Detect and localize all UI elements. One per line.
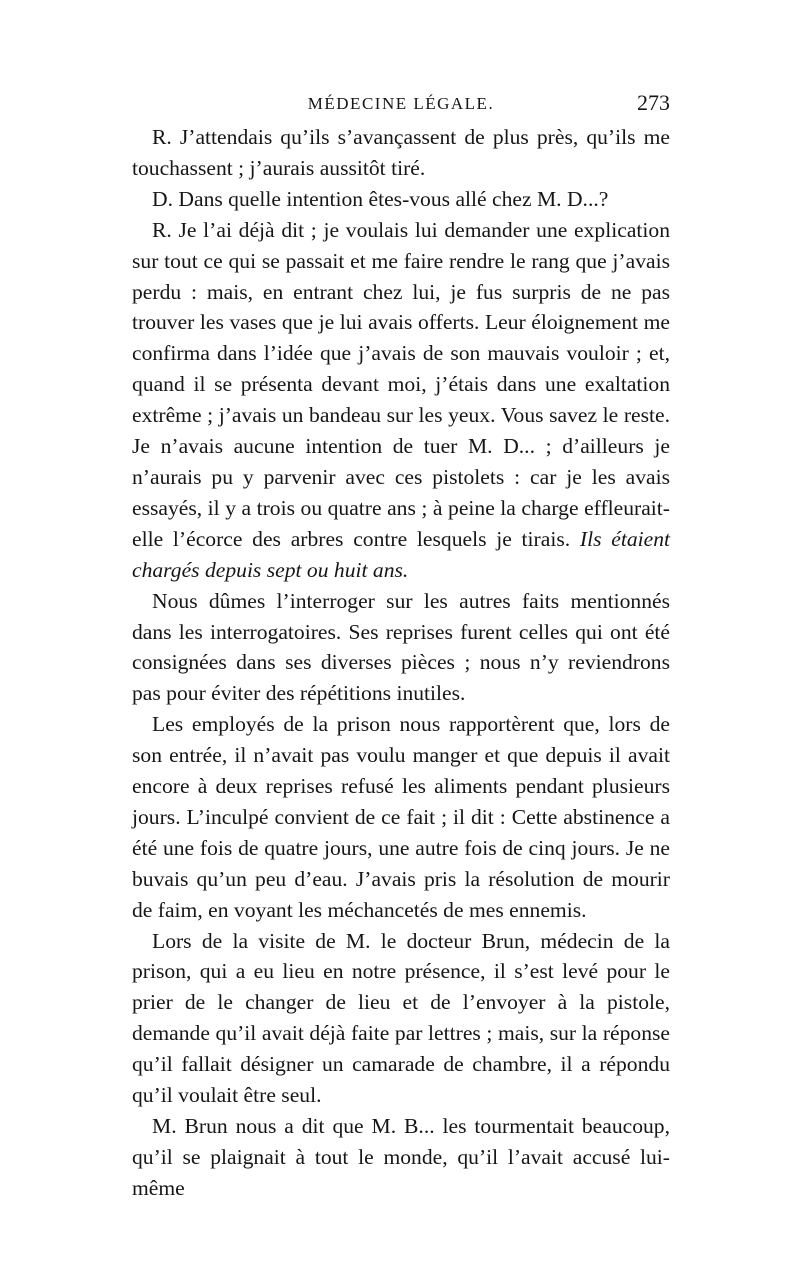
- body-text: [132, 122, 670, 1204]
- paragraph-text: D. Dans quelle intention êtes-vous allé chez M. D...?: [152, 186, 609, 211]
- book-page: [132, 88, 670, 1204]
- paragraph-text: R. J’attendais qu’ils s’avançassent de plus près, qu’ils me touchassent ; j’aurais aussitôt tiré.: [132, 125, 670, 180]
- paragraph-text: R. Je l’ai déjà dit ; je voulais lui demander une explication sur tout ce qui se passait et me faire rendre le rang que j’avais perdu : mais, en entrant chez lui, je fus surpris de ne pas trouver les vases que je lui avais offerts. Leur éloignement me confirma dans l’idée que j’avais de son mauvais vouloir ; et, quand il se présenta devant moi, j’étais dans une exaltation extrême ; j’avais un bandeau sur les yeux. Vous savez le reste. Je n’avais aucune intention de tuer M. D... ; d’ailleurs je n’aurais pu y parvenir avec ces pistolets : car je les avais essayés, il y a trois ou quatre ans ; à peine la charge effleurait-elle l’écorce des arbres contre lesquels je tirais.: [132, 217, 670, 551]
- running-title: MÉDECINE LÉGALE.: [307, 94, 495, 113]
- paragraph-text: Lors de la visite de M. le docteur Brun, médecin de la prison, qui a eu lieu en notre présence, il s’est levé pour le prier de le changer de lieu et de l’envoyer à la pistole, demande qu’il avait déjà faite par lettres ; mais, sur la réponse qu’il fallait désigner un camarade de chambre, il a répondu qu’il voulait être seul.: [132, 928, 670, 1108]
- paragraph-text: M. Brun nous a dit que M. B... les tourmentait beaucoup, qu’il se plaignait à tout le monde, qu’il l’avait accusé lui-même: [132, 1114, 670, 1200]
- paragraph-4: [132, 586, 670, 710]
- paragraph-2: [132, 184, 670, 215]
- paragraph-1: [132, 122, 670, 184]
- paragraph-5: [132, 709, 670, 925]
- paragraph-text: Nous dûmes l’interroger sur les autres faits mentionnés dans les interrogatoires. Ses reprises furent celles qui ont été consignées dans ses diverses pièces ; nous n’y reviendrons pas pour éviter des répétitions inutiles.: [132, 588, 670, 706]
- italic-phrase: Ils étaient chargés depuis sept ou huit ans.: [132, 526, 670, 582]
- paragraph-6: [132, 926, 670, 1111]
- paragraph-7: [132, 1111, 670, 1204]
- running-head: [132, 88, 670, 122]
- paragraph-text: Les employés de la prison nous rapportèrent que, lors de son entrée, il n’avait pas voulu manger et que depuis il avait encore à deux reprises refusé les aliments pendant plusieurs jours. L’inculpé convient de ce fait ; il dit : Cette abstinence a été une fois de quatre jours, une autre fois de cinq jours. Je ne buvais qu’un peu d’eau. J’avais pris la résolution de mourir de faim, en voyant les méchancetés de mes ennemis.: [132, 712, 670, 922]
- paragraph-3: [132, 215, 670, 586]
- page-number: 273: [637, 90, 670, 115]
